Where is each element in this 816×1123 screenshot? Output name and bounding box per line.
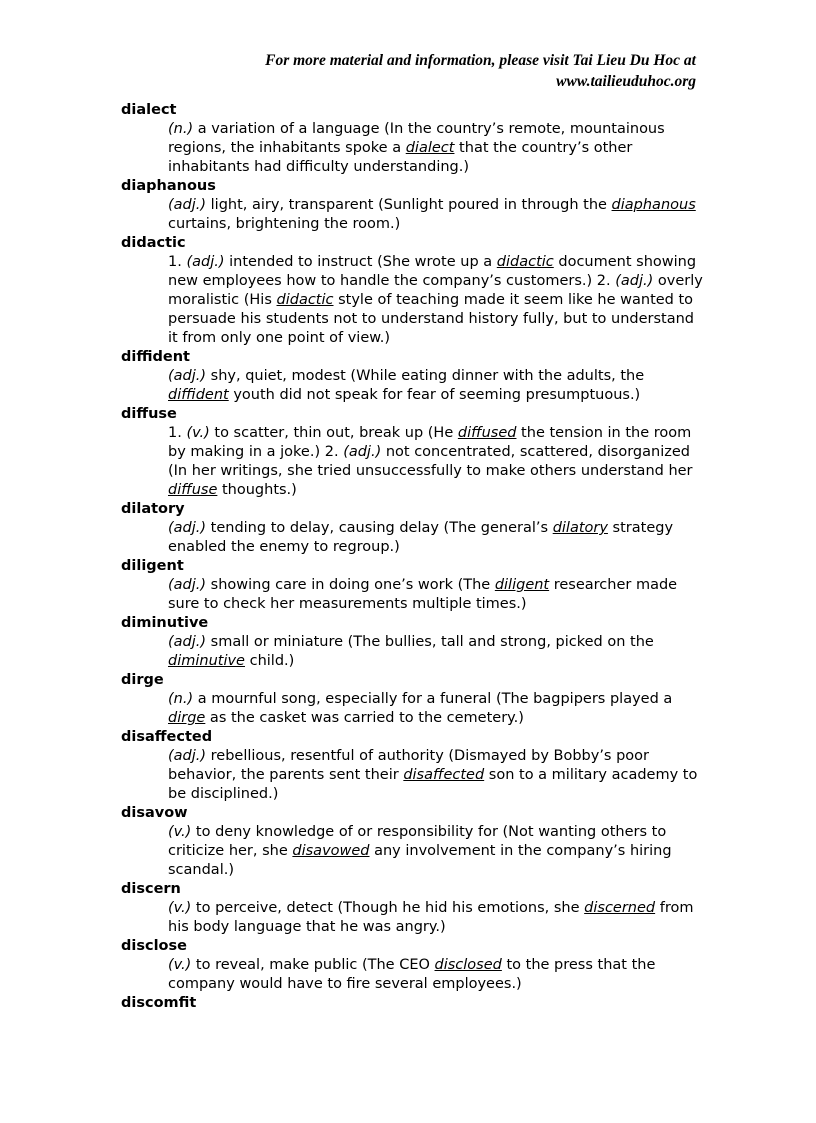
entry-definition	[121, 519, 703, 557]
example-word: dialect	[405, 140, 455, 156]
entry-term: dilatory	[121, 501, 185, 517]
definition-text: child.)	[244, 653, 295, 669]
definition-text: intended to instruct (She wrote up a	[224, 254, 497, 270]
definition-text: style of teaching made it seem like he wanted to persuade his students not to understand history fully, but to understand it from only one point of view.)	[168, 292, 695, 346]
definition-text: shy, quiet, modest (While eating dinner with the adults, the	[206, 368, 645, 384]
definition-text: researcher made sure to check her measurements multiple times.)	[168, 577, 678, 612]
definition-text: the tension in the room by making in a joke.)	[168, 425, 692, 460]
vocabulary-entry	[121, 101, 711, 177]
part-of-speech: (adj.)	[615, 273, 654, 289]
sense-number: 2.	[324, 444, 344, 460]
definition-text: overly moralistic (His	[168, 273, 703, 308]
definition-text: as the casket was carried to the cemetery.)	[205, 710, 524, 726]
header-url: www.tailieuduhoc.org	[556, 73, 696, 90]
vocabulary-entry	[121, 405, 711, 500]
entry-definition	[121, 120, 703, 177]
entry-term: diligent	[121, 558, 184, 574]
vocabulary-entry	[121, 880, 711, 937]
definition-text: a mournful song, especially for a funeral (The bagpipers played a	[193, 691, 673, 707]
vocabulary-entry	[121, 177, 711, 234]
example-word: disaffected	[403, 767, 485, 783]
vocabulary-entry	[121, 804, 711, 880]
entry-definition	[121, 690, 703, 728]
definition-text: tending to delay, causing delay (The general’s	[206, 520, 553, 536]
vocabulary-entry	[121, 234, 711, 348]
entry-definition	[121, 196, 703, 234]
header-line-1: For more material and information, please visit Tai Lieu Du Hoc at	[265, 52, 696, 69]
entry-definition	[121, 576, 703, 614]
part-of-speech: (adj.)	[343, 444, 382, 460]
entry-term: disaffected	[121, 729, 213, 745]
definition-text: showing care in doing one’s work (The	[206, 577, 495, 593]
example-word: didactic	[496, 254, 554, 270]
example-word: diffident	[168, 387, 229, 403]
entry-definition	[121, 424, 703, 500]
definition-text: to deny knowledge of or responsibility for (Not wanting others to criticize her, she	[168, 824, 667, 859]
entry-term: didactic	[121, 235, 186, 251]
vocabulary-entry	[121, 348, 711, 405]
entry-definition	[121, 956, 703, 994]
page-header	[136, 50, 696, 92]
part-of-speech: (adj.)	[168, 197, 207, 213]
sense-number: 1.	[168, 254, 187, 270]
example-word: diffused	[457, 425, 517, 441]
vocabulary-entry	[121, 671, 711, 728]
example-word: disavowed	[292, 843, 370, 859]
entry-term: diaphanous	[121, 178, 216, 194]
definition-text: that the country’s other inhabitants had difficulty understanding.)	[168, 140, 633, 175]
part-of-speech: (v.)	[168, 824, 192, 840]
entry-term: dialect	[121, 102, 177, 118]
entry-term: discern	[121, 881, 181, 897]
definition-text: from his body language that he was angry.)	[168, 900, 694, 935]
definition-text: to perceive, detect (Though he hid his emotions, she	[191, 900, 585, 916]
entry-definition	[121, 899, 703, 937]
definition-text: to scatter, thin out, break up (He	[209, 425, 458, 441]
definition-text: curtains, brightening the room.)	[168, 216, 401, 232]
part-of-speech: (adj.)	[168, 577, 207, 593]
example-word: diffuse	[168, 482, 218, 498]
definition-text: small or miniature (The bullies, tall and strong, picked on the	[206, 634, 654, 650]
part-of-speech: (v.)	[168, 900, 192, 916]
definition-text: document showing new employees how to handle the company’s customers.)	[168, 254, 697, 289]
vocabulary-entry	[121, 614, 711, 671]
part-of-speech: (n.)	[168, 121, 194, 137]
sense-number: 1.	[168, 425, 187, 441]
part-of-speech: (v.)	[168, 957, 192, 973]
example-word: dirge	[168, 710, 206, 726]
definition-text: a variation of a language (In the country’s remote, mountainous regions, the inhabitants spoke a	[168, 121, 665, 156]
entry-term: diffuse	[121, 406, 177, 422]
part-of-speech: (adj.)	[186, 254, 225, 270]
entry-definition	[121, 633, 703, 671]
part-of-speech: (adj.)	[168, 520, 207, 536]
vocabulary-entry	[121, 937, 711, 994]
example-word: diligent	[494, 577, 550, 593]
part-of-speech: (adj.)	[168, 368, 207, 384]
example-word: diaphanous	[611, 197, 696, 213]
entry-term: diffident	[121, 349, 190, 365]
vocabulary-entry	[121, 994, 711, 1013]
definition-text: not concentrated, scattered, disorganized (In her writings, she tried unsuccessfully to make others understand her	[168, 444, 693, 479]
definition-text: strategy enabled the enemy to regroup.)	[168, 520, 674, 555]
definition-text: to reveal, make public (The CEO	[191, 957, 435, 973]
vocabulary-list	[121, 101, 711, 1013]
definition-text: light, airy, transparent (Sunlight poured in through the	[206, 197, 612, 213]
part-of-speech: (v.)	[186, 425, 210, 441]
vocabulary-entry	[121, 728, 711, 804]
definition-text: thoughts.)	[217, 482, 297, 498]
definition-text: son to a military academy to be disciplined.)	[168, 767, 698, 802]
example-word: discerned	[584, 900, 656, 916]
definition-text: any involvement in the company’s hiring scandal.)	[168, 843, 672, 878]
entry-definition	[121, 747, 703, 804]
vocabulary-entry	[121, 557, 711, 614]
example-word: dilatory	[552, 520, 608, 536]
entry-definition	[121, 823, 703, 880]
part-of-speech: (adj.)	[168, 634, 207, 650]
example-word: disclosed	[434, 957, 502, 973]
entry-term: disavow	[121, 805, 188, 821]
entry-term: diminutive	[121, 615, 209, 631]
example-word: diminutive	[168, 653, 245, 669]
entry-term: discomfit	[121, 995, 197, 1011]
entry-term: dirge	[121, 672, 164, 688]
definition-text: youth did not speak for fear of seeming presumptuous.)	[228, 387, 641, 403]
definition-text: rebellious, resentful of authority (Dismayed by Bobby’s poor behavior, the parents sent their	[168, 748, 649, 783]
part-of-speech: (n.)	[168, 691, 194, 707]
entry-definition	[121, 253, 703, 348]
entry-definition	[121, 367, 703, 405]
vocabulary-entry	[121, 500, 711, 557]
entry-term: disclose	[121, 938, 187, 954]
definition-text: to the press that the company would have to fire several employees.)	[168, 957, 656, 992]
part-of-speech: (adj.)	[168, 748, 207, 764]
sense-number: 2.	[596, 273, 616, 289]
example-word: didactic	[276, 292, 334, 308]
